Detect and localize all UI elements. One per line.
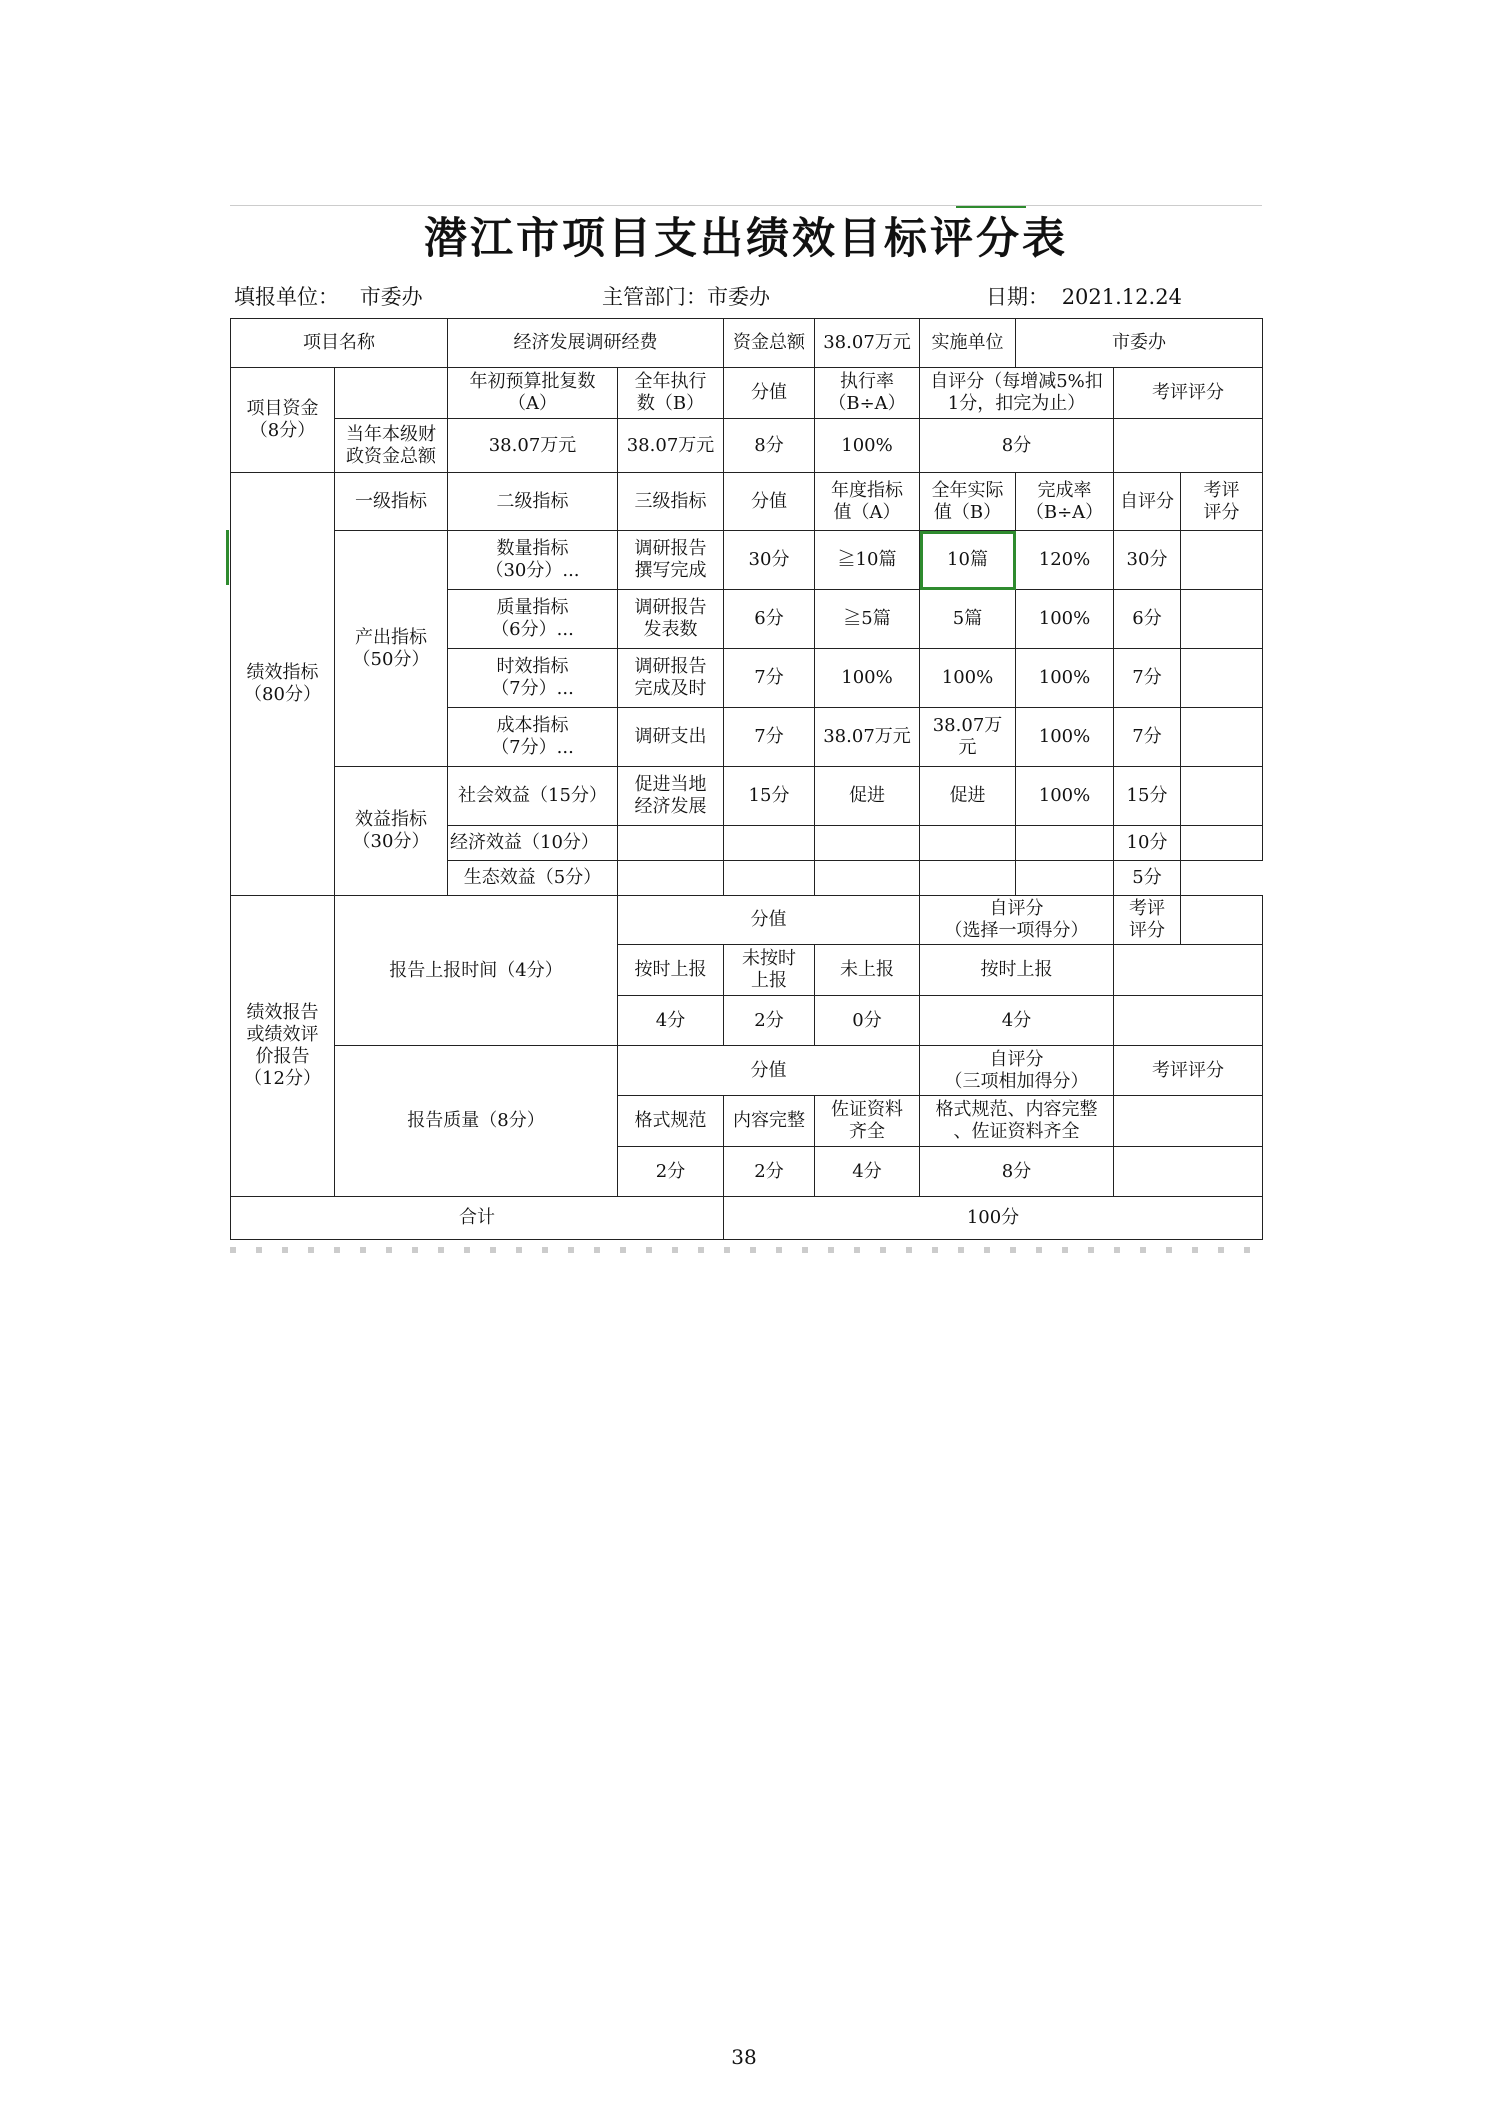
time-opt: 按时上报 xyxy=(618,945,724,996)
self-cell[interactable]: 10分 xyxy=(1114,826,1181,861)
q-score-head: 分值 xyxy=(618,1046,920,1096)
l3-cell[interactable] xyxy=(618,861,724,896)
rate-cell[interactable]: 120% xyxy=(1016,531,1114,590)
blank-cell[interactable] xyxy=(1181,896,1263,945)
q-self[interactable]: 格式规范、内容完整 、佐证资料齐全 xyxy=(920,1096,1114,1147)
project-name-label: 项目名称 xyxy=(231,319,448,368)
score-table xyxy=(230,318,1263,1240)
output-indicator: 产出指标 （50分） xyxy=(335,531,448,767)
project-name-value[interactable]: 经济发展调研经费 xyxy=(448,319,724,368)
score-cell[interactable]: 15分 xyxy=(724,767,815,826)
rate-cell[interactable] xyxy=(1016,826,1114,861)
score-cell[interactable]: 6分 xyxy=(724,590,815,649)
l2-cell[interactable]: 质量指标 （6分）... xyxy=(448,590,618,649)
h-level3: 三级指标 xyxy=(618,473,724,531)
blank-cell[interactable] xyxy=(335,368,448,419)
review-cell[interactable] xyxy=(1181,826,1263,861)
self-cell[interactable]: 30分 xyxy=(1114,531,1181,590)
self-cell[interactable]: 15分 xyxy=(1114,767,1181,826)
dept-label: 主管部门： xyxy=(602,285,707,309)
q-review-head: 考评评分 xyxy=(1114,1046,1263,1096)
time-opt: 未按时 上报 xyxy=(724,945,815,996)
score-sheet xyxy=(226,205,1266,1255)
h-rate: 完成率 （B÷A） xyxy=(1016,473,1114,531)
q-self-head: 自评分 （三项相加得分） xyxy=(920,1046,1114,1096)
fill-unit-value: 市委办 xyxy=(359,285,423,309)
rate-cell[interactable]: 100% xyxy=(1016,590,1114,649)
funds-row-label: 当年本级财 政资金总额 xyxy=(335,419,448,473)
l3-cell[interactable]: 调研支出 xyxy=(618,708,724,767)
q-pts: 2分 xyxy=(724,1147,815,1197)
q-review[interactable] xyxy=(1114,1096,1263,1147)
l2-cell[interactable]: 成本指标 （7分）... xyxy=(448,708,618,767)
score-cell[interactable]: 30分 xyxy=(724,531,815,590)
row-total xyxy=(231,1197,1263,1240)
h-self: 自评分 xyxy=(1114,473,1181,531)
dept xyxy=(602,275,770,319)
q-review-pts[interactable] xyxy=(1114,1147,1263,1197)
total-value[interactable]: 100分 xyxy=(724,1197,1263,1240)
time-self-head: 自评分 （选择一项得分） xyxy=(920,896,1114,945)
h-review: 考评 评分 xyxy=(1181,473,1263,531)
target-cell[interactable] xyxy=(815,861,920,896)
h-level1: 一级指标 xyxy=(335,473,448,531)
time-score-head: 分值 xyxy=(618,896,920,945)
target-cell[interactable]: 100% xyxy=(815,649,920,708)
cropped-footnote xyxy=(230,1247,1262,1253)
review-cell[interactable] xyxy=(1181,531,1263,590)
time-pts: 2分 xyxy=(724,996,815,1046)
target-cell[interactable]: ≧5篇 xyxy=(815,590,920,649)
q-opt: 格式规范 xyxy=(618,1096,724,1147)
l2-cell[interactable]: 经济效益（10分） xyxy=(448,826,618,861)
funds-a[interactable]: 38.07万元 xyxy=(448,419,618,473)
row-funds-values xyxy=(231,419,1263,473)
row-time-head xyxy=(231,896,1263,945)
fill-unit xyxy=(234,275,423,319)
time-self-pts[interactable]: 4分 xyxy=(920,996,1114,1046)
target-cell[interactable]: 促进 xyxy=(815,767,920,826)
time-pts: 0分 xyxy=(815,996,920,1046)
h-target: 年度指标 值（A） xyxy=(815,473,920,531)
perf-section: 绩效指标 （80分） xyxy=(231,473,335,896)
review-cell[interactable] xyxy=(1181,708,1263,767)
q-opt: 内容完整 xyxy=(724,1096,815,1147)
col-a-head: 年初预算批复数 （A） xyxy=(448,368,618,419)
time-review-pts[interactable] xyxy=(1114,996,1263,1046)
rate-cell[interactable]: 100% xyxy=(1016,708,1114,767)
benefit-indicator: 效益指标 （30分） xyxy=(335,767,448,896)
total-label: 合计 xyxy=(231,1197,724,1240)
target-cell[interactable]: 38.07万元 xyxy=(815,708,920,767)
dept-value: 市委办 xyxy=(707,285,770,309)
col-review-head: 考评评分 xyxy=(1114,368,1263,419)
time-pts: 4分 xyxy=(618,996,724,1046)
col-score-head: 分值 xyxy=(724,368,815,419)
impl-unit-label: 实施单位 xyxy=(920,319,1016,368)
q-pts: 4分 xyxy=(815,1147,920,1197)
h-score: 分值 xyxy=(724,473,815,531)
rate-cell[interactable]: 100% xyxy=(1016,767,1114,826)
l2-cell[interactable]: 时效指标 （7分）... xyxy=(448,649,618,708)
table-row xyxy=(231,767,1263,826)
time-review-head: 考评 评分 xyxy=(1114,896,1181,945)
actual-cell[interactable]: 促进 xyxy=(920,767,1016,826)
actual-cell[interactable] xyxy=(920,861,1016,896)
self-cell[interactable]: 5分 xyxy=(1114,861,1181,896)
date-value: 2021.12.24 xyxy=(1061,285,1182,309)
q-opt: 佐证资料 齐全 xyxy=(815,1096,920,1147)
score-cell[interactable]: 7分 xyxy=(724,708,815,767)
l3-cell[interactable] xyxy=(618,826,724,861)
row-quality-head xyxy=(231,1046,1263,1096)
self-cell[interactable]: 6分 xyxy=(1114,590,1181,649)
self-cell[interactable]: 7分 xyxy=(1114,708,1181,767)
l3-cell[interactable]: 促进当地 经济发展 xyxy=(618,767,724,826)
funds-b[interactable]: 38.07万元 xyxy=(618,419,724,473)
sheet-title: 潜江市项目支出绩效目标评分表 xyxy=(230,205,1262,272)
review-cell[interactable] xyxy=(1181,767,1263,826)
score-cell[interactable] xyxy=(724,861,815,896)
funds-section: 项目资金 （8分） xyxy=(231,368,335,473)
l3-cell[interactable]: 调研报告 完成及时 xyxy=(618,649,724,708)
rate-cell[interactable] xyxy=(1016,861,1114,896)
rate-cell[interactable]: 100% xyxy=(1016,649,1114,708)
quality-label: 报告质量（8分） xyxy=(335,1046,618,1197)
l2-cell[interactable]: 社会效益（15分） xyxy=(448,767,618,826)
row-funds-head xyxy=(231,368,1263,419)
time-opt: 未上报 xyxy=(815,945,920,996)
score-cell[interactable] xyxy=(724,826,815,861)
h-actual: 全年实际 值（B） xyxy=(920,473,1016,531)
funds-score[interactable]: 8分 xyxy=(724,419,815,473)
table-row xyxy=(231,531,1263,590)
h-level2: 二级指标 xyxy=(448,473,618,531)
fund-total-label: 资金总额 xyxy=(724,319,815,368)
actual-cell[interactable] xyxy=(920,826,1016,861)
review-cell[interactable] xyxy=(1181,590,1263,649)
date xyxy=(986,275,1182,319)
time-self[interactable]: 按时上报 xyxy=(920,945,1114,996)
time-review[interactable] xyxy=(1114,945,1263,996)
actual-cell-selected[interactable]: 10篇 xyxy=(920,531,1016,590)
row-project xyxy=(231,319,1263,368)
row-perf-head xyxy=(231,473,1263,531)
col-b-head: 全年执行 数（B） xyxy=(618,368,724,419)
l2-cell[interactable]: 数量指标 （30分）... xyxy=(448,531,618,590)
fill-unit-label: 填报单位： xyxy=(234,285,339,309)
q-self-pts[interactable]: 8分 xyxy=(920,1147,1114,1197)
funds-self[interactable]: 8分 xyxy=(920,419,1114,473)
fund-total-value[interactable]: 38.07万元 xyxy=(815,319,920,368)
col-self-head: 自评分（每增减5%扣 1分，扣完为止） xyxy=(920,368,1114,419)
report-section: 绩效报告 或绩效评 价报告 （12分） xyxy=(231,896,335,1197)
target-cell[interactable] xyxy=(815,826,920,861)
funds-review[interactable] xyxy=(1114,419,1263,473)
review-cell[interactable] xyxy=(1181,861,1263,896)
actual-cell[interactable]: 100% xyxy=(920,649,1016,708)
funds-rate[interactable]: 100% xyxy=(815,419,920,473)
actual-cell[interactable]: 38.07万 元 xyxy=(920,708,1016,767)
time-label: 报告上报时间（4分） xyxy=(335,896,618,1046)
q-pts: 2分 xyxy=(618,1147,724,1197)
date-label: 日期： xyxy=(986,285,1049,309)
target-cell[interactable]: ≧10篇 xyxy=(815,531,920,590)
l3-cell[interactable]: 调研报告 发表数 xyxy=(618,590,724,649)
score-cell[interactable]: 7分 xyxy=(724,649,815,708)
page-number: 38 xyxy=(731,2045,757,2069)
self-cell[interactable]: 7分 xyxy=(1114,649,1181,708)
l3-cell[interactable]: 调研报告 撰写完成 xyxy=(618,531,724,590)
review-cell[interactable] xyxy=(1181,649,1263,708)
l2-cell[interactable]: 生态效益（5分） xyxy=(448,861,618,896)
impl-unit-value[interactable]: 市委办 xyxy=(1016,319,1263,368)
col-rate-head: 执行率 （B÷A） xyxy=(815,368,920,419)
row-marker xyxy=(226,530,229,585)
actual-cell[interactable]: 5篇 xyxy=(920,590,1016,649)
